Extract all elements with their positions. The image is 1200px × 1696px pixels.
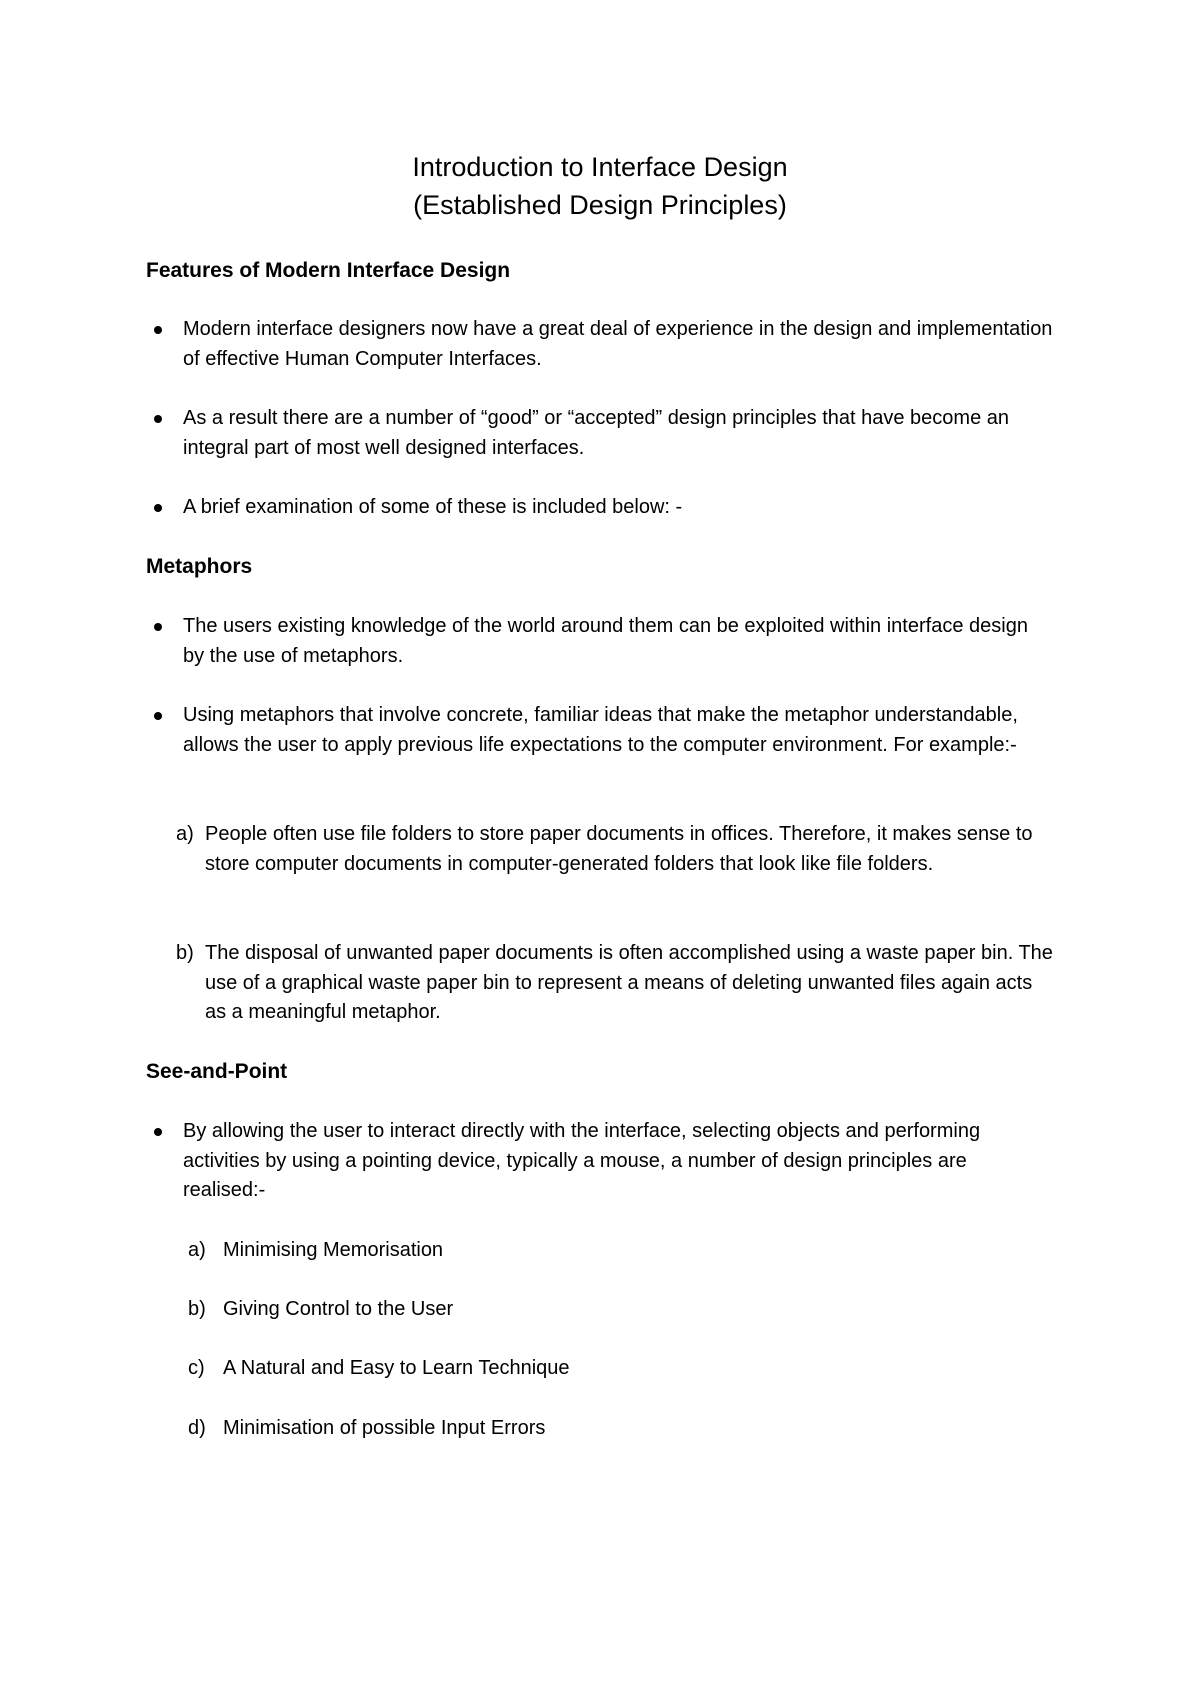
bullet-icon [154,326,162,334]
bullet-icon [154,415,162,423]
bullet-icon [154,623,162,631]
sub-list-text: Giving Control to the User [223,1298,454,1320]
sub-list-text: People often use file folders to store paper documents in offices. Therefore, it makes sense to store computer documents in computer-generated folders that look like file folders. [205,823,1033,875]
sub-list-text: A Natural and Easy to Learn Technique [223,1357,570,1379]
sub-list-text: Minimising Memorisation [223,1239,444,1261]
sub-list-text: The disposal of unwanted paper documents is often accomplished using a waste paper bin. The use of a graphical waste paper bin to represent a means of deleting unwanted files again acts as a meaningful metaphor. [205,942,1053,1023]
sub-list-marker: d) [188,1417,206,1439]
section-heading-see-and-point: See-and-Point [146,1060,288,1083]
list-item-text: Modern interface designers now have a great deal of experience in the design and implementation of effective Human Computer Interfaces. [183,318,1053,370]
list-item-text: By allowing the user to interact directly with the interface, selecting objects and performing activities by using a pointing device, typically a mouse, a number of design principles are realised:- [183,1120,981,1201]
bullet-icon [154,1128,162,1136]
list-item-text: As a result there are a number of “good” or “accepted” design principles that have become an integral part of most well designed interfaces. [183,407,1010,459]
sub-list-text: Minimisation of possible Input Errors [223,1417,546,1439]
section-heading-metaphors: Metaphors [146,555,253,578]
document-title [0,148,1200,224]
sub-list-marker: a) [188,1239,206,1261]
section-heading-features: Features of Modern Interface Design [146,259,511,282]
bullet-icon [154,504,162,512]
sub-list-marker: c) [188,1357,205,1379]
bullet-icon [154,712,162,720]
sub-list-marker: a) [176,823,194,845]
list-item-text: The users existing knowledge of the world around them can be exploited within interface design by the use of metaphors. [183,615,1028,667]
list-item-text: A brief examination of some of these is included below: - [183,496,683,518]
list-item-text: Using metaphors that involve concrete, familiar ideas that make the metaphor understandable, allows the user to apply previous life expectations to the computer environment. For example:- [183,704,1018,756]
sub-list-marker: b) [176,942,194,964]
title-line-2: (Established Design Principles) [413,190,787,220]
sub-list-marker: b) [188,1298,206,1320]
title-line-1: Introduction to Interface Design [412,152,788,182]
